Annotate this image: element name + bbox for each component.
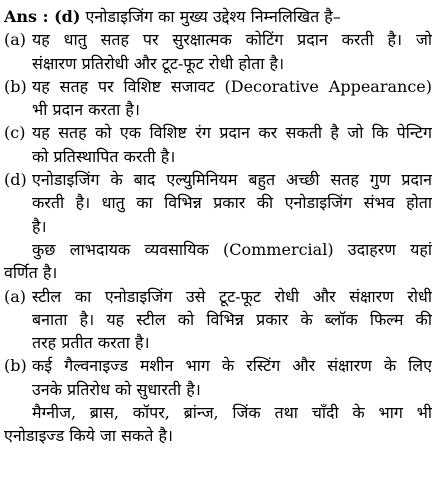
point-text: यह सतह को एक विशिष्ट रंग प्रदान कर सकती है जो कि पेन्टिग xyxy=(32,123,432,143)
example-label: (b) xyxy=(4,356,27,376)
point-label: (d) xyxy=(4,170,27,190)
point-d-line-1 xyxy=(4,168,432,191)
point-a-line-1 xyxy=(4,28,432,51)
commercial-line-2: वर्णित है। xyxy=(4,263,58,283)
point-text: यह धातु सतह पर सुरक्षात्मक कोटिंग प्रदान करती है। जो xyxy=(32,30,432,50)
point-c-line-2: को प्रतिस्थापित करती है। xyxy=(32,146,176,166)
example-text: स्टील का एनोडाइजिंग उसे टूट-फूट रोधी और संक्षारण रोधी xyxy=(32,286,432,306)
point-b-line-1 xyxy=(4,75,432,98)
point-label: (c) xyxy=(4,123,26,143)
point-d-line-3: है। xyxy=(32,216,47,236)
closing-line-2: एनोडाइज्ड किये जा सकते है। xyxy=(4,426,174,446)
point-d-line-2: करती है। धातु का विभिन्न प्रकार की एनोडाइजिंग संभव होता xyxy=(32,193,432,213)
commercial-line-1: कुछ लाभदायक व्यवसायिक (Commercial) उदाहरण यहां xyxy=(32,239,432,259)
example-a-line-2: बनाता है। यह स्टील को विभिन्न प्रकार के ब्लॉक फिल्म की xyxy=(32,309,432,329)
closing-line-1: मैग्नीज, ब्रास, कॉपर, ब्रांन्ज, जिंक तथा चाँदी के भाग भी xyxy=(32,403,432,423)
example-a-line-1 xyxy=(4,285,432,308)
answer-heading: एनोडाइजिंग का मुख्य उद्देश्य निम्नलिखित है– xyxy=(85,7,341,26)
point-label: (b) xyxy=(4,76,27,96)
point-b-line-2: भी प्रदान करता है। xyxy=(32,100,140,120)
answer-prefix: Ans : (d) xyxy=(4,7,81,26)
example-a-line-3: तरह प्रतीत करता है। xyxy=(32,333,150,353)
point-text: यह सतह पर विशिष्ट सजावट (Decorative Appearance) xyxy=(32,76,432,96)
answer-heading-line xyxy=(4,5,432,28)
point-a-line-2: संक्षारण प्रतिरोधी और टूट-फूट रोधी होता है। xyxy=(32,53,285,73)
example-label: (a) xyxy=(4,286,27,306)
point-c-line-1 xyxy=(4,121,432,144)
point-text: एनोडाइजिंग के बाद एल्युमिनियम बहुत अच्छी सतह गुण प्रदान xyxy=(32,170,432,190)
example-b-line-2: उनके प्रतिरोध को सुधारती है। xyxy=(32,379,201,399)
point-label: (a) xyxy=(4,30,27,50)
example-text: कई गैल्वनाइज्ड मशीन भाग के रस्टिंग और संक्षारण के लिए xyxy=(32,356,432,376)
example-b-line-1 xyxy=(4,354,432,377)
